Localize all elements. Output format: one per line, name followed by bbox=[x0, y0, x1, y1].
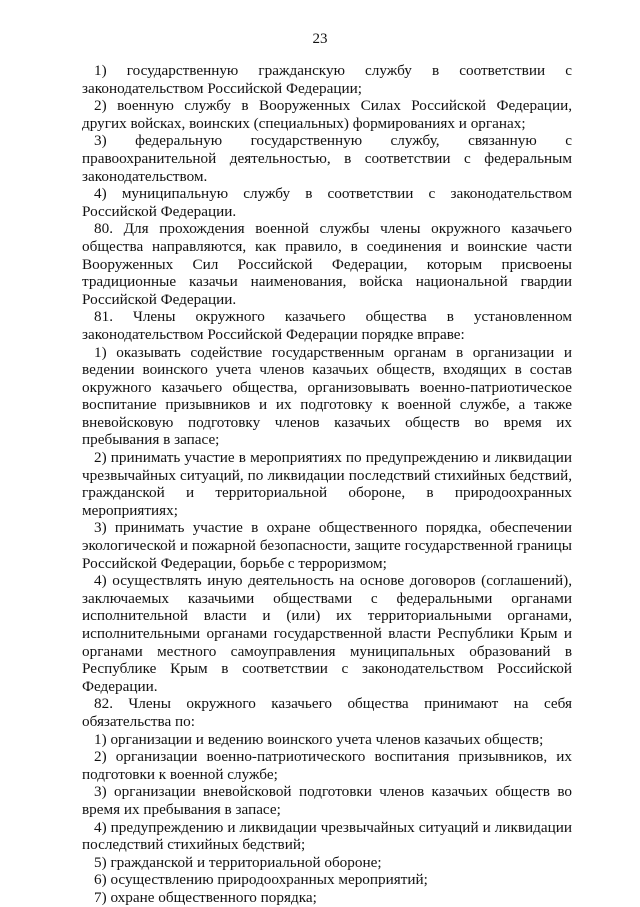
paragraph-federal-service: 3) федеральную государственную службу, связанную с правоохранительной деятельностью, в соответствии с федеральным законодательством. bbox=[82, 132, 572, 185]
paragraph-81: 81. Члены окружного казачьего общества в установленном законодательством Российской Федерации порядке вправе: bbox=[82, 308, 572, 343]
paragraph-military-service: 2) военную службу в Вооруженных Силах Российской Федерации, других войсках, воинских (специальных) формированиях и органах; bbox=[82, 97, 572, 132]
paragraph-82-item-6: 6) осуществлению природоохранных мероприятий; bbox=[94, 871, 428, 889]
page-number: 23 bbox=[312, 31, 328, 47]
paragraph-80: 80. Для прохождения военной службы члены окружного казачьего общества направляются, как правило, в соединения и воинские части Вооруженных Сил Российской Федерации, которым присвоены традиционные казачьи наименования, войска национальной гвардии Российской Федерации. bbox=[82, 220, 572, 308]
paragraph-81-item-2: 2) принимать участие в мероприятиях по предупреждению и ликвидации чрезвычайных ситуаций, по ликвидации последствий стихийных бедствий, гражданской и территориальной обороне, в природоохранных мероприятиях; bbox=[82, 449, 572, 519]
paragraph-82-item-3: 3) организации вневойсковой подготовки членов казачьих обществ во время их пребывания в запасе; bbox=[82, 783, 572, 818]
paragraph-82-item-7: 7) охране общественного порядка; bbox=[94, 888, 317, 906]
paragraph-municipal-service: 4) муниципальную службу в соответствии с законодательством Российской Федерации. bbox=[82, 185, 572, 220]
paragraph-82-item-2: 2) организации военно-патриотического воспитания призывников, их подготовки к военной службе; bbox=[82, 748, 572, 783]
paragraph-82: 82. Члены окружного казачьего общества принимают на себя обязательства по: bbox=[82, 695, 572, 730]
document-body bbox=[82, 62, 572, 907]
paragraph-82-item-1: 1) организации и ведению воинского учета членов казачьих обществ; bbox=[94, 730, 544, 748]
paragraph-81-item-1: 1) оказывать содействие государственным органам в организации и ведении воинского учета членов казачьих обществ, входящих в состав окружного казачьего общества, организовывать военно-патриотическое воспитание призывников и их подготовку к военной службе, а также вневойсковую подготовку членов казачьих обществ во время их пребывания в запасе; bbox=[82, 343, 572, 449]
paragraph-82-item-5: 5) гражданской и территориальной обороне; bbox=[94, 853, 382, 871]
paragraph-state-civil-service: 1) государственную гражданскую службу в соответствии с законодательством Российской Федерации; bbox=[82, 62, 572, 97]
paragraph-81-item-4: 4) осуществлять иную деятельность на основе договоров (соглашений), заключаемых казачьими обществами с федеральными органами исполнительной власти и (или) их территориальными органами, исполнительными органами государственной власти Республики Крым и органами местного самоуправления муниципальных образований в Республике Крым в соответствии с законодательством Российской Федерации. bbox=[82, 572, 572, 695]
paragraph-81-item-3: 3) принимать участие в охране общественного порядка, обеспечении экологической и пожарной безопасности, защите государственной границы Российской Федерации, борьбе с терроризмом; bbox=[82, 519, 572, 572]
paragraph-82-item-4: 4) предупреждению и ликвидации чрезвычайных ситуаций и ликвидации последствий стихийных бедствий; bbox=[82, 818, 572, 854]
